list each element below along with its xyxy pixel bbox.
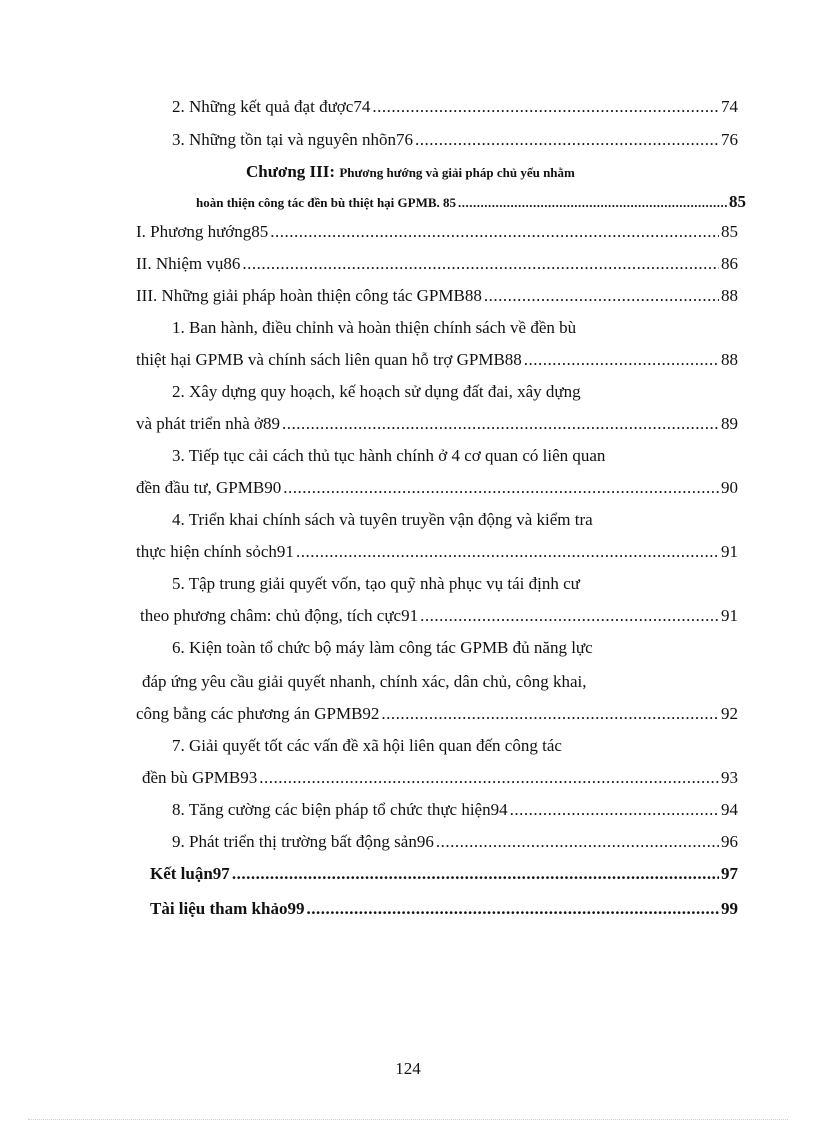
dot-leader: [436, 831, 719, 853]
toc-page-number: 91: [721, 606, 738, 625]
toc-entry-text: 9. Phát triển thị trường bất động sản96: [172, 832, 434, 851]
chapter-title-line1: Phương hướng và giải pháp chủ yếu nhằm: [339, 165, 575, 180]
toc-entry: [172, 831, 738, 853]
toc-entry: [172, 799, 738, 821]
toc-entry: [140, 605, 738, 627]
toc-page-number: 97: [721, 864, 738, 883]
toc-page-number: 85: [729, 192, 746, 211]
toc-entry-first-line: 1. Ban hành, điều chỉnh và hoàn thiện chính sách về đền bù: [172, 318, 577, 337]
toc-entry: [136, 349, 738, 371]
toc-entry-text: thiệt hại GPMB và chính sách liên quan hỗ trợ GPMB88: [136, 350, 522, 369]
toc-entry: [196, 191, 746, 214]
dot-leader: [524, 349, 719, 371]
toc-entry: [136, 413, 738, 435]
toc-entry-first-line: 7. Giải quyết tốt các vấn đề xã hội liên quan đến công tác: [172, 736, 562, 755]
toc-entry: [136, 541, 738, 563]
toc-entry: [136, 477, 738, 499]
toc-entry: [172, 129, 738, 151]
toc-entry: [150, 898, 738, 920]
dot-leader: [415, 129, 719, 151]
toc-page-number: 91: [721, 542, 738, 561]
toc-page-number: 93: [721, 768, 738, 787]
dot-leader: [283, 477, 719, 499]
toc-entry-text: thực hiện chính sỏch91: [136, 542, 294, 561]
toc-entry-text: đền bù GPMB93: [142, 768, 258, 787]
dot-leader: [232, 863, 719, 885]
toc-entry-text: và phát triển nhà ở89: [136, 414, 281, 433]
toc-entry-first-line: 3. Tiếp tục cải cách thủ tục hành chính ở 4 cơ quan có liên quan: [172, 446, 606, 465]
toc-page-number: 85: [721, 222, 738, 241]
toc-page-number: 94: [721, 800, 738, 819]
toc-page-number: 96: [721, 832, 738, 851]
dot-leader: [372, 96, 719, 118]
toc-entry-text: 3. Những tồn tại và nguyên nhõn76: [172, 130, 414, 149]
dot-leader: [458, 192, 727, 214]
dot-leader: [510, 799, 719, 821]
toc-page-number: 88: [721, 286, 738, 305]
dot-leader: [242, 253, 719, 275]
chapter-title-line2: hoàn thiện công tác đền bù thiệt hại GPMB. 85: [196, 195, 457, 210]
toc-entry: [142, 767, 738, 789]
toc-entry: [136, 253, 738, 275]
toc-entry-text: III. Những giải pháp hoàn thiện công tác GPMB88: [136, 286, 482, 305]
toc-entry: [150, 863, 738, 885]
toc-page-number: 74: [721, 97, 738, 116]
toc-entry: [136, 221, 738, 243]
dot-leader: [282, 413, 719, 435]
toc-entry-text: 2. Những kết quả đạt được74: [172, 97, 371, 116]
dot-leader: [381, 703, 719, 725]
toc-entry-middle-line: đáp ứng yêu cầu giải quyết nhanh, chính xác, dân chủ, công khai,: [142, 672, 587, 691]
toc-page-number: 76: [721, 130, 738, 149]
toc-page-number: 92: [721, 704, 738, 723]
toc-entry: [136, 703, 738, 725]
toc-entry: [136, 285, 738, 307]
toc-page-number: 86: [721, 254, 738, 273]
toc-page-number: 88: [721, 350, 738, 369]
toc-entry-text: công bằng các phương án GPMB92: [136, 704, 380, 723]
toc-entry-text: Tài liệu tham khảo99: [150, 899, 305, 918]
chapter-heading: [246, 161, 746, 184]
toc-entry-text: II. Nhiệm vụ86: [136, 254, 241, 273]
toc-entry-first-line: 5. Tập trung giải quyết vốn, tạo quỹ nhà phục vụ tái định cư: [172, 574, 580, 593]
dot-leader: [259, 767, 719, 789]
toc-page-number: 89: [721, 414, 738, 433]
toc-entry-text: đền đầu tư, GPMB90: [136, 478, 282, 497]
toc-entry-text: I. Phương hướng85: [136, 222, 269, 241]
chapter-label: Chương III:: [246, 162, 336, 181]
page-bottom-rule: [28, 1119, 788, 1120]
dot-leader: [296, 541, 719, 563]
dot-leader: [420, 605, 719, 627]
dot-leader: [306, 898, 719, 920]
toc-entry-text: Kết luận97: [150, 864, 230, 883]
toc-page-number: 90: [721, 478, 738, 497]
toc-entry-first-line: 6. Kiện toàn tổ chức bộ máy làm công tác GPMB đủ năng lực: [172, 638, 593, 657]
dot-leader: [484, 285, 719, 307]
toc-entry-first-line: 2. Xây dựng quy hoạch, kế hoạch sử dụng đất đai, xây dựng: [172, 382, 581, 401]
dot-leader: [270, 221, 719, 243]
page-number: 124: [395, 1059, 421, 1078]
toc-page-number: 99: [721, 899, 738, 918]
toc-entry-text: 8. Tăng cường các biện pháp tổ chức thực hiện94: [172, 800, 508, 819]
toc-entry: [172, 96, 738, 118]
toc-entry-first-line: 4. Triển khai chính sách và tuyên truyền vận động và kiểm tra: [172, 510, 593, 529]
toc-entry-text: theo phương châm: chủ động, tích cực91: [140, 606, 419, 625]
